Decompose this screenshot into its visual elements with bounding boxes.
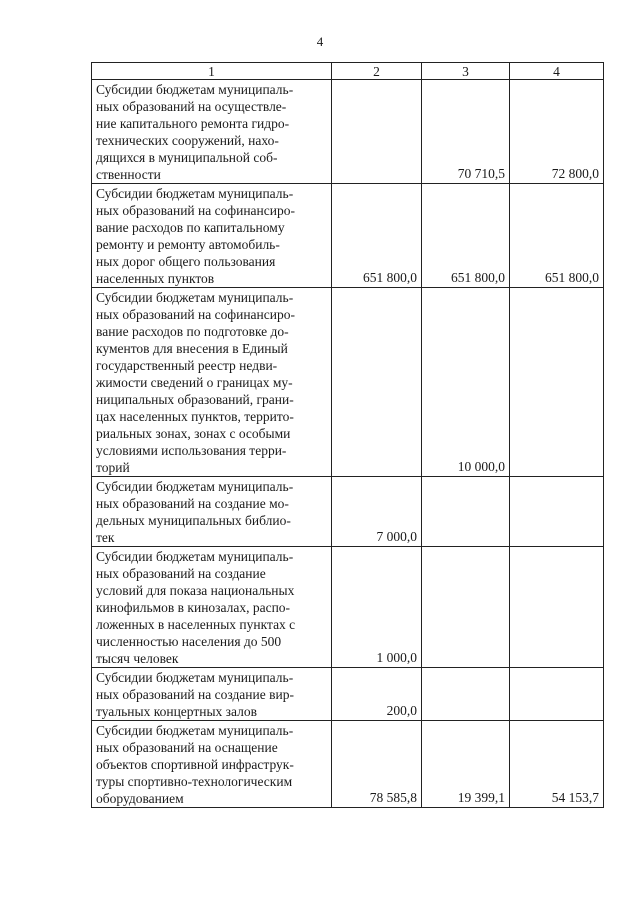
column-header-2: 2	[332, 63, 422, 80]
row-description	[92, 547, 332, 668]
value-cell-col-4: 54 153,7	[510, 721, 604, 808]
description-line: дящихся в муниципальной соб-	[96, 150, 278, 165]
table-row	[92, 721, 604, 808]
table-row	[92, 184, 604, 288]
description-line: объектов спортивной инфраструк-	[96, 757, 294, 772]
page-number: 4	[316, 34, 324, 49]
description-line: вание расходов по подготовке до-	[96, 324, 289, 339]
description-line: ложенных в населенных пунктах с	[96, 617, 296, 632]
description-line: торий	[96, 460, 130, 475]
value-cell-col-3: 10 000,0	[422, 288, 510, 477]
description-line: ных образований на создание вир-	[96, 687, 294, 702]
description-line: туры спортивно-технологическим	[96, 774, 293, 789]
description-line: Субсидии бюджетам муниципаль-	[96, 82, 294, 97]
description-line: Субсидии бюджетам муниципаль-	[96, 670, 294, 685]
description-line: тысяч человек	[96, 651, 179, 666]
description-line: кинофильмов в кинозалах, распо-	[96, 600, 291, 615]
value-cell-col-4: 651 800,0	[510, 184, 604, 288]
value-cell-col-2	[332, 288, 422, 477]
value-cell-col-2: 200,0	[332, 668, 422, 721]
description-line: ных образований на софинансиро-	[96, 203, 295, 218]
description-line: ремонту и ремонту автомобиль-	[96, 237, 280, 252]
description-line: Субсидии бюджетам муниципаль-	[96, 723, 294, 738]
table-row	[92, 80, 604, 184]
description-line: ных образований на оснащение	[96, 740, 278, 755]
value-cell-col-4	[510, 547, 604, 668]
description-line: цах населенных пунктов, террито-	[96, 409, 294, 424]
description-line: жимости сведений о границах му-	[96, 375, 293, 390]
value-cell-col-3	[422, 668, 510, 721]
table-row	[92, 288, 604, 477]
description-line: ных образований на софинансиро-	[96, 307, 295, 322]
description-line: дельных муниципальных библио-	[96, 513, 291, 528]
description-line: вание расходов по капитальному	[96, 220, 285, 235]
description-line: ных дорог общего пользования	[96, 254, 276, 269]
description-line: кументов для внесения в Единый	[96, 341, 288, 356]
description-line: ниципальных образований, грани-	[96, 392, 294, 407]
description-line: туальных концертных залов	[96, 704, 257, 719]
table-row	[92, 477, 604, 547]
description-line: ние капитального ремонта гидро-	[96, 116, 290, 131]
description-line: численностью населения до 500	[96, 634, 282, 649]
description-line: условиями использования терри-	[96, 443, 287, 458]
table-row	[92, 547, 604, 668]
description-line: условий для показа национальных	[96, 583, 295, 598]
value-cell-col-3: 19 399,1	[422, 721, 510, 808]
value-cell-col-3: 651 800,0	[422, 184, 510, 288]
table-header-row	[92, 63, 604, 80]
description-line: Субсидии бюджетам муниципаль-	[96, 549, 294, 564]
row-description	[92, 184, 332, 288]
column-header-4: 4	[510, 63, 604, 80]
description-line: государственный реестр недви-	[96, 358, 278, 373]
description-line: населенных пунктов	[96, 271, 215, 286]
value-cell-col-2: 1 000,0	[332, 547, 422, 668]
description-line: Субсидии бюджетам муниципаль-	[96, 479, 294, 494]
description-line: тек	[96, 530, 115, 545]
value-cell-col-2	[332, 80, 422, 184]
table-row	[92, 668, 604, 721]
value-cell-col-3: 70 710,5	[422, 80, 510, 184]
budget-subsidies-table	[91, 62, 604, 808]
description-line: Субсидии бюджетам муниципаль-	[96, 186, 294, 201]
description-line: ственности	[96, 167, 161, 182]
value-cell-col-4	[510, 477, 604, 547]
description-line: ных образований на создание	[96, 566, 266, 581]
row-description	[92, 721, 332, 808]
column-header-3: 3	[422, 63, 510, 80]
value-cell-col-2: 651 800,0	[332, 184, 422, 288]
description-line: ных образований на создание мо-	[96, 496, 289, 511]
description-line: Субсидии бюджетам муниципаль-	[96, 290, 294, 305]
row-description	[92, 668, 332, 721]
value-cell-col-2: 7 000,0	[332, 477, 422, 547]
description-line: риальных зонах, зонах с особыми	[96, 426, 291, 441]
column-header-1: 1	[92, 63, 332, 80]
description-line: оборудованием	[96, 791, 184, 806]
value-cell-col-4: 72 800,0	[510, 80, 604, 184]
description-line: ных образований на осуществле-	[96, 99, 287, 114]
row-description	[92, 80, 332, 184]
value-cell-col-3	[422, 547, 510, 668]
value-cell-col-4	[510, 668, 604, 721]
description-line: технических сооружений, нахо-	[96, 133, 279, 148]
value-cell-col-2: 78 585,8	[332, 721, 422, 808]
value-cell-col-4	[510, 288, 604, 477]
value-cell-col-3	[422, 477, 510, 547]
row-description	[92, 288, 332, 477]
row-description	[92, 477, 332, 547]
